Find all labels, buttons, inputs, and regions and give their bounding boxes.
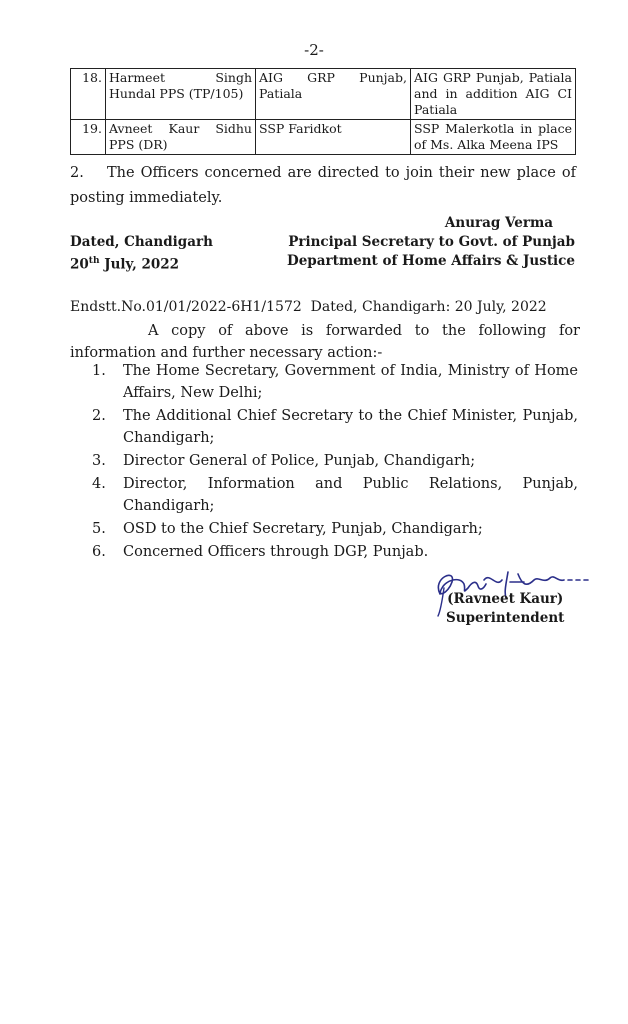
table-row [71, 120, 576, 155]
present-posting-line: AIG GRP Punjab, [259, 70, 407, 85]
officer-name-line: Harmeet Singh [109, 70, 252, 85]
dated-block [70, 233, 213, 275]
officer-name-line: PPS (DR) [109, 137, 168, 152]
officer-name-line: Avneet Kaur Sidhu [109, 121, 252, 136]
signatory-name: Anurag Verma [444, 215, 553, 231]
recipients-list [70, 360, 578, 564]
list-item: 5. OSD to the Chief Secretary, Punjab, Chandigarh; [92, 521, 483, 537]
present-posting-line: SSP Faridkot [259, 121, 342, 136]
present-posting-cell [256, 69, 411, 120]
officer-name-cell [106, 120, 256, 155]
row-number: 19. [71, 120, 106, 155]
signatory-department: Department of Home Affairs & Justice [286, 253, 575, 269]
postings-table [70, 68, 576, 155]
paragraph-text: The Officers concerned are directed to join their new place of posting immediately. [70, 165, 576, 206]
superintendent-title: Superintendent [446, 610, 565, 626]
row-number: 18. [71, 69, 106, 120]
endorsement-number: Endstt.No.01/01/2022-6H1/1572 [70, 299, 302, 315]
new-posting-cell: SSP Malerkotla in place of Ms. Alka Meena IPS [411, 120, 576, 155]
forward-paragraph [70, 320, 580, 364]
paragraph-2 [70, 161, 576, 211]
superintendent-block [446, 590, 564, 628]
list-item: 2. The Additional Chief Secretary to the Chief Minister, Punjab, Chandigarh; [92, 408, 578, 446]
present-posting-cell [256, 120, 411, 155]
new-posting-cell: AIG GRP Punjab, Patiala and in addition AIG CI Patiala [411, 69, 576, 120]
endorsement-line [70, 296, 580, 318]
paragraph-number: 2. [70, 165, 84, 181]
list-item: 6. Concerned Officers through DGP, Punjab. [92, 544, 429, 560]
endorsement-date: Dated, Chandigarh: 20 July, 2022 [310, 299, 547, 315]
superintendent-name: (Ravneet Kaur) [447, 591, 564, 607]
list-item: 4. Director, Information and Public Relations, Punjab, Chandigarh; [92, 476, 578, 514]
dated-date: 20th July, 2022 [70, 256, 180, 273]
signatory-designation: Principal Secretary to Govt. of Punjab [288, 234, 575, 250]
signatory-block [280, 214, 575, 271]
table-row [71, 69, 576, 120]
list-item: 1. The Home Secretary, Government of India, Ministry of Home Affairs, New Delhi; [92, 363, 578, 401]
officer-name-line: Hundal PPS (TP/105) [109, 86, 244, 101]
list-item: 3. Director General of Police, Punjab, Chandigarh; [92, 453, 476, 469]
page-number: -2- [304, 41, 324, 59]
dated-place: Dated, Chandigarh [70, 234, 213, 250]
forward-text: A copy of above is forwarded to the following for information and further necessary action:- [70, 323, 580, 361]
present-posting-line: Patiala [259, 86, 303, 101]
officer-name-cell [106, 69, 256, 120]
